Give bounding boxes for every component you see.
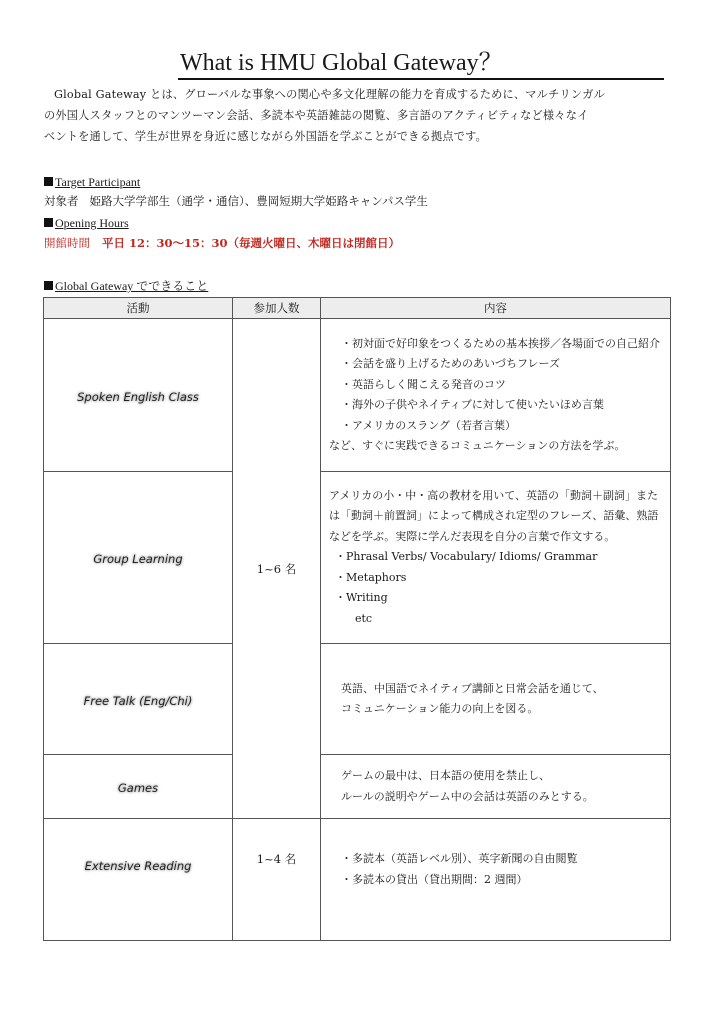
activity-content-cell [321, 319, 671, 472]
hours-text: 平日 12：30〜15：30（毎週火曜日、木曜日は閉館日） [102, 236, 401, 250]
target-text: 姫路大学学部生（通学・通信）、豊岡短期大学姫路キャンパス学生 [89, 194, 428, 208]
target-heading: Target Participant [44, 174, 140, 190]
activity-name-cell [44, 319, 233, 472]
intro-paragraph [44, 84, 676, 147]
activity-name: Extensive Reading [84, 859, 192, 873]
table-row [44, 472, 671, 644]
content-line: ・英語らしく聞こえる発音のコツ [341, 377, 506, 391]
activity-content-cell [321, 819, 671, 941]
content-line: ・多読本（英語レベル別）、英字新聞の自由閲覧 [341, 852, 578, 865]
activity-name-cell [44, 472, 233, 644]
table-row [44, 755, 671, 819]
header-participants: 参加人数 [233, 298, 321, 319]
intro-line: Global Gateway とは、グローバルな事象への関心や多文化理解の能力を育成するために、マルチリンガル [54, 88, 606, 101]
content-line: ・会話を盛り上げるためのあいづちフレーズ [341, 357, 561, 370]
participant-count: 1~4 名 [256, 852, 297, 866]
content-line: ゲームの最中は、日本語の使用を禁止し、 [341, 769, 550, 782]
content-line: は「動詞＋前置詞」によって構成され定型のフレーズ、語彙、熟語 [329, 509, 659, 523]
intro-line: ベントを通して、学生が世界を身近に感じながら外国語を学ぶことができる拠点です。 [44, 130, 487, 143]
content-line: ・Phrasal Verbs/ Vocabulary/ Idioms/ Grammar [335, 550, 598, 564]
content-line: ・アメリカのスラング（若者言葉） [341, 418, 517, 432]
participants-cell [233, 819, 321, 941]
content-line: 英語、中国語でネイティブ講師と日常会話を通じて、 [341, 681, 604, 695]
activity-name-cell [44, 819, 233, 941]
activity-name-cell [44, 644, 233, 755]
square-bullet-icon [44, 177, 53, 186]
content-line: ・海外の子供やネイティブに対して使いたいほめ言葉 [341, 398, 604, 411]
participant-count: 1~6 名 [256, 561, 297, 576]
header-content: 内容 [321, 298, 671, 319]
activity-content-cell [321, 755, 671, 819]
content-line: ・Metaphors [335, 570, 407, 584]
content-line: コミュニケーション能力の向上を図る。 [341, 702, 539, 715]
activity-name: Spoken English Class [77, 389, 199, 404]
hours-heading: Opening Hours [44, 215, 129, 231]
activities-table [43, 297, 671, 941]
activity-name: Free Talk (Eng/Chi) [83, 693, 193, 708]
header-activity: 活動 [44, 298, 233, 319]
title-underline [178, 78, 664, 80]
table-row [44, 819, 671, 941]
activity-name: Group Learning [93, 552, 183, 566]
page-title: What is HMU Global Gateway？ [180, 50, 503, 76]
activity-name-cell [44, 755, 233, 819]
table-header-row [44, 298, 671, 319]
content-line: ・多読本の貸出（貸出期間：2 週間） [341, 872, 528, 886]
hours-line [44, 235, 400, 251]
activity-name: Games [117, 781, 159, 795]
content-line: ルールの説明やゲーム中の会話は英語のみとする。 [341, 789, 594, 803]
target-label: 対象者 [44, 194, 79, 208]
participants-cell [233, 319, 321, 819]
content-line: ・初対面で好印象をつくるための基本挨拶／各場面での自己紹介 [341, 336, 660, 350]
target-line [44, 193, 428, 209]
intro-line: の外国人スタッフとのマンツーマン会話、多読本や英語雑誌の閲覧、多言語のアクティビティなど様々なイ [44, 109, 589, 122]
content-line: ・Writing [335, 591, 388, 605]
content-line: アメリカの小・中・高の教材を用いて、英語の「動詞＋副詞」また [329, 488, 659, 502]
content-line: など、すぐに実践できるコミュニケーションの方法を学ぶ。 [329, 439, 626, 452]
activities-heading: Global Gateway でできること [44, 278, 208, 294]
content-line: etc [355, 611, 373, 625]
content-line: などを学ぶ。実際に学んだ表現を自分の言葉で作文する。 [329, 529, 616, 543]
hours-label: 開館時間 [44, 236, 90, 250]
activity-content-cell [321, 644, 671, 755]
table-row [44, 644, 671, 755]
square-bullet-icon [44, 281, 53, 290]
square-bullet-icon [44, 218, 53, 227]
table-row [44, 319, 671, 472]
activity-content-cell [321, 472, 671, 644]
